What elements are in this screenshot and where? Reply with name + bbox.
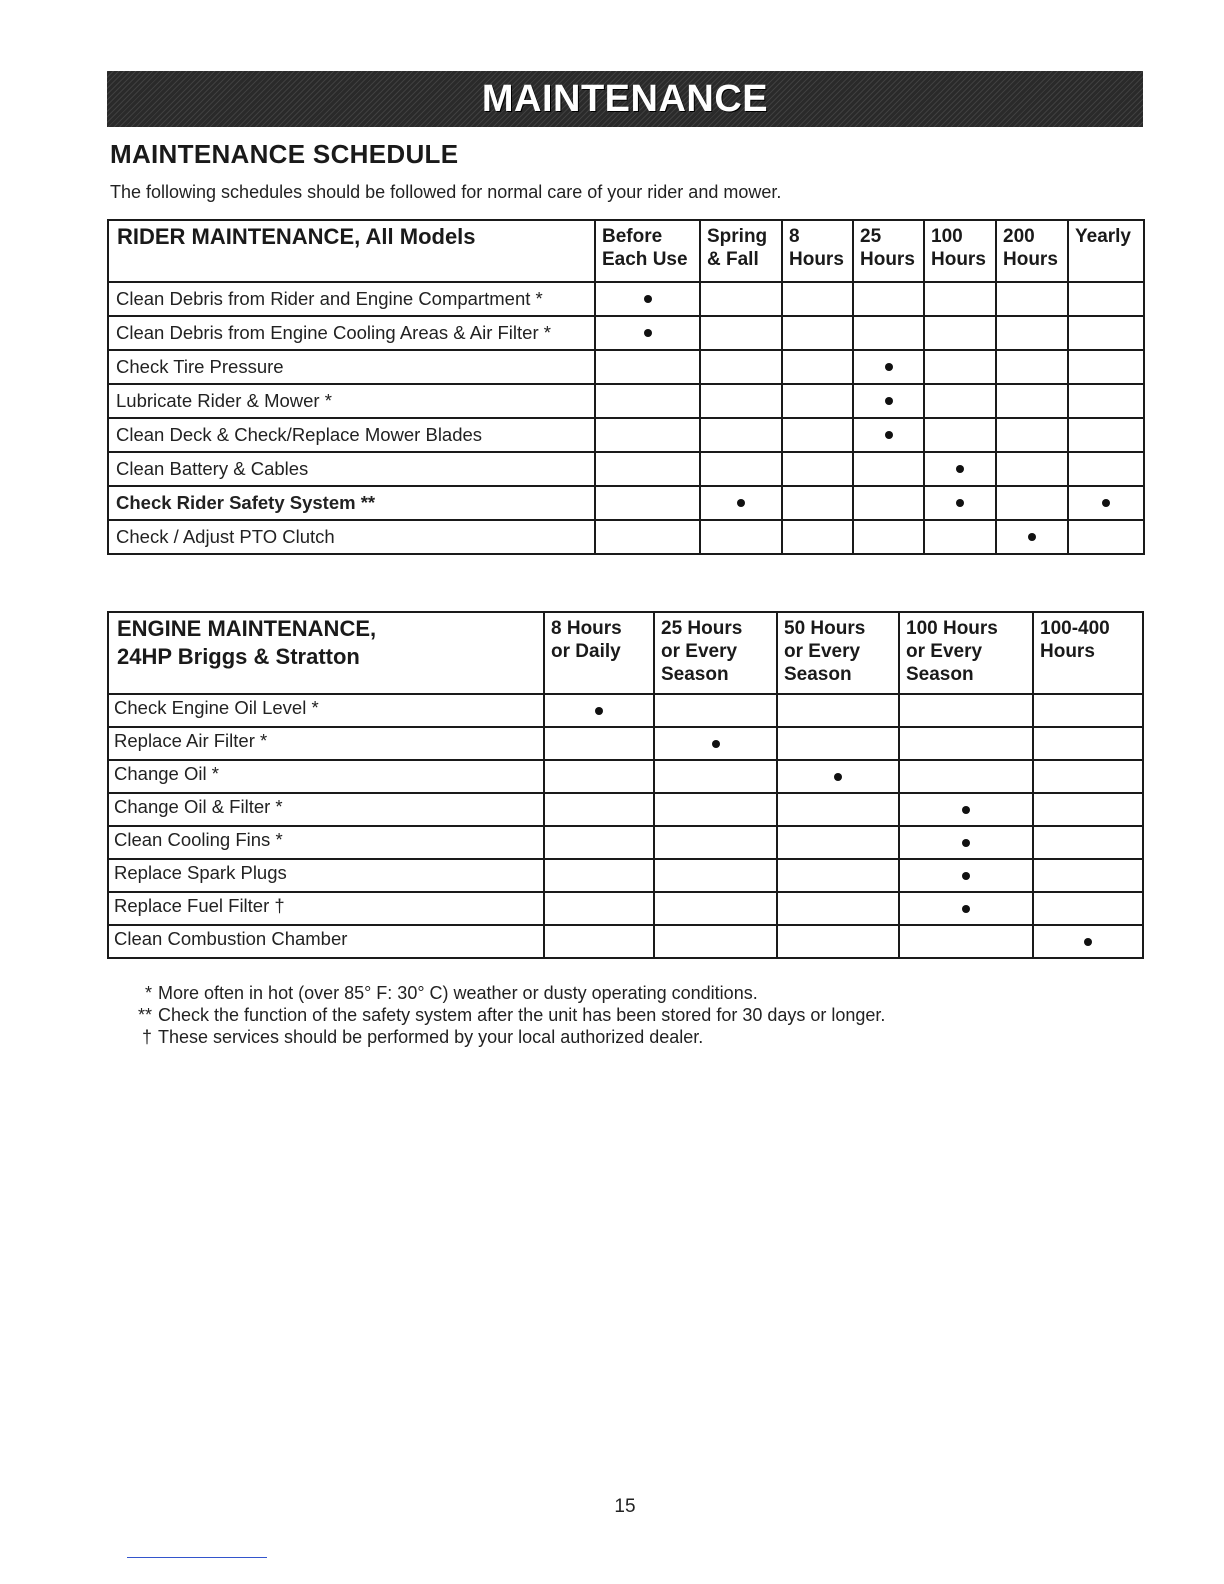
schedule-cell xyxy=(777,892,899,925)
rider-column-header xyxy=(853,220,924,282)
column-header-line1: Before xyxy=(602,226,663,247)
table-row xyxy=(108,859,1143,892)
schedule-cell xyxy=(544,727,654,760)
engine-column-header xyxy=(777,612,899,694)
schedule-cell xyxy=(853,350,924,384)
schedule-cell xyxy=(1068,282,1144,316)
schedule-cell xyxy=(1033,892,1143,925)
schedule-cell xyxy=(924,486,996,520)
schedule-cell xyxy=(996,316,1068,350)
schedule-cell xyxy=(777,793,899,826)
schedule-cell xyxy=(544,859,654,892)
schedule-cell xyxy=(777,925,899,958)
schedule-cell xyxy=(782,486,853,520)
banner-title: MAINTENANCE xyxy=(481,77,769,120)
schedule-cell xyxy=(1033,793,1143,826)
task-label: Check Rider Safety System ** xyxy=(108,486,595,520)
schedule-cell xyxy=(899,727,1033,760)
task-label: Clean Combustion Chamber xyxy=(108,925,544,958)
task-label: Check Engine Oil Level * xyxy=(108,694,544,727)
column-header-line1: 50 Hours xyxy=(784,618,866,639)
schedule-cell xyxy=(996,350,1068,384)
schedule-cell xyxy=(654,760,777,793)
schedule-dot xyxy=(1102,499,1110,507)
column-header-line2: or Every xyxy=(661,641,738,662)
schedule-cell xyxy=(700,384,782,418)
schedule-dot xyxy=(962,905,970,913)
task-label: Check Tire Pressure xyxy=(108,350,595,384)
column-header-line1: 100 xyxy=(931,226,963,247)
page-number: 15 xyxy=(614,1496,636,1517)
column-header-line2: or Daily xyxy=(551,641,621,662)
schedule-dot xyxy=(962,872,970,880)
schedule-dot xyxy=(962,839,970,847)
schedule-cell xyxy=(924,350,996,384)
schedule-cell xyxy=(700,350,782,384)
schedule-cell xyxy=(777,760,899,793)
rider-column-header xyxy=(700,220,782,282)
schedule-cell xyxy=(777,859,899,892)
table-row xyxy=(108,793,1143,826)
schedule-dot xyxy=(834,773,842,781)
column-header-line1: Spring xyxy=(707,226,768,247)
schedule-cell xyxy=(782,350,853,384)
rider-column-header xyxy=(782,220,853,282)
table-row xyxy=(108,350,1144,384)
schedule-cell xyxy=(595,316,700,350)
schedule-dot xyxy=(885,431,893,439)
schedule-cell xyxy=(1068,384,1144,418)
engine-table-header xyxy=(108,612,1143,694)
schedule-cell xyxy=(853,316,924,350)
engine-column-header xyxy=(899,612,1033,694)
schedule-cell xyxy=(544,925,654,958)
column-header-line2: Hours xyxy=(860,249,915,270)
schedule-cell xyxy=(777,694,899,727)
column-header-line3: Season xyxy=(661,664,729,685)
schedule-cell xyxy=(595,418,700,452)
task-label: Clean Debris from Engine Cooling Areas & Air Filter * xyxy=(108,316,595,350)
schedule-dot xyxy=(712,740,720,748)
footnote xyxy=(130,1026,885,1048)
schedule-cell xyxy=(1033,859,1143,892)
task-label: Change Oil * xyxy=(108,760,544,793)
schedule-dot xyxy=(1028,533,1036,541)
schedule-cell xyxy=(1068,452,1144,486)
schedule-cell xyxy=(654,694,777,727)
schedule-cell xyxy=(1068,486,1144,520)
schedule-dot xyxy=(595,707,603,715)
schedule-cell xyxy=(899,694,1033,727)
task-label: Replace Fuel Filter † xyxy=(108,892,544,925)
table-row xyxy=(108,892,1143,925)
column-header-line1: Yearly xyxy=(1075,226,1131,247)
schedule-cell xyxy=(782,282,853,316)
schedule-cell xyxy=(595,452,700,486)
schedule-cell xyxy=(700,486,782,520)
schedule-cell xyxy=(700,452,782,486)
schedule-cell xyxy=(654,826,777,859)
schedule-cell xyxy=(595,384,700,418)
schedule-cell xyxy=(654,892,777,925)
schedule-cell xyxy=(654,859,777,892)
rider-column-header xyxy=(595,220,700,282)
schedule-cell xyxy=(595,282,700,316)
table-row xyxy=(108,694,1143,727)
table-row xyxy=(108,282,1144,316)
rider-table-title: RIDER MAINTENANCE, All Models xyxy=(108,220,595,282)
column-header-line2: Hours xyxy=(1040,641,1095,662)
table-row xyxy=(108,316,1144,350)
schedule-dot xyxy=(885,397,893,405)
column-header-line1: 8 xyxy=(789,226,800,247)
rider-column-header xyxy=(924,220,996,282)
schedule-cell xyxy=(595,486,700,520)
task-label: Clean Deck & Check/Replace Mower Blades xyxy=(108,418,595,452)
schedule-dot xyxy=(644,295,652,303)
rider-table-header xyxy=(108,220,1144,282)
schedule-cell xyxy=(853,486,924,520)
schedule-cell xyxy=(853,418,924,452)
footnote-text: These services should be performed by your local authorized dealer. xyxy=(158,1027,704,1047)
schedule-cell xyxy=(700,520,782,554)
schedule-cell xyxy=(924,282,996,316)
footnotes xyxy=(130,982,885,1048)
schedule-cell xyxy=(700,316,782,350)
engine-column-header xyxy=(1033,612,1143,694)
schedule-dot xyxy=(737,499,745,507)
footnote-symbol: ** xyxy=(137,1005,152,1025)
schedule-cell xyxy=(1068,316,1144,350)
column-header-line3: Season xyxy=(784,664,852,685)
column-header-line1: 200 xyxy=(1003,226,1035,247)
column-header-line2: or Every xyxy=(906,641,983,662)
schedule-cell xyxy=(544,793,654,826)
schedule-cell xyxy=(1068,520,1144,554)
column-header-line2: or Every xyxy=(784,641,861,662)
schedule-cell xyxy=(782,418,853,452)
schedule-cell xyxy=(924,418,996,452)
page-banner xyxy=(107,71,1143,127)
schedule-cell xyxy=(899,760,1033,793)
task-label: Replace Spark Plugs xyxy=(108,859,544,892)
schedule-cell xyxy=(782,452,853,486)
footer-divider xyxy=(127,1557,267,1558)
schedule-cell xyxy=(853,282,924,316)
column-header-line1: 25 xyxy=(860,226,882,247)
rider-maintenance-table xyxy=(107,219,1145,555)
column-header-line1: 8 Hours xyxy=(551,618,622,639)
schedule-cell xyxy=(700,418,782,452)
table-row xyxy=(108,826,1143,859)
task-label: Clean Battery & Cables xyxy=(108,452,595,486)
task-label: Clean Cooling Fins * xyxy=(108,826,544,859)
task-label: Lubricate Rider & Mower * xyxy=(108,384,595,418)
schedule-cell xyxy=(996,520,1068,554)
schedule-cell xyxy=(996,418,1068,452)
schedule-dot xyxy=(956,465,964,473)
schedule-dot xyxy=(1084,938,1092,946)
table-row xyxy=(108,727,1143,760)
schedule-cell xyxy=(1033,727,1143,760)
schedule-cell xyxy=(654,727,777,760)
engine-column-header xyxy=(654,612,777,694)
schedule-cell xyxy=(544,892,654,925)
schedule-cell xyxy=(853,384,924,418)
schedule-cell xyxy=(996,384,1068,418)
schedule-cell xyxy=(899,892,1033,925)
table-row xyxy=(108,925,1143,958)
schedule-cell xyxy=(924,520,996,554)
column-header-line2: Hours xyxy=(931,249,986,270)
schedule-cell xyxy=(782,384,853,418)
table-row xyxy=(108,384,1144,418)
column-header-line1: 100 Hours xyxy=(906,618,998,639)
column-header-line2: Hours xyxy=(1003,249,1058,270)
footnote xyxy=(130,1004,885,1026)
schedule-cell xyxy=(777,727,899,760)
section-title: MAINTENANCE SCHEDULE xyxy=(110,139,459,169)
schedule-cell xyxy=(595,520,700,554)
column-header-line1: 25 Hours xyxy=(661,618,743,639)
table-row xyxy=(108,520,1144,554)
schedule-cell xyxy=(1068,418,1144,452)
schedule-cell xyxy=(595,350,700,384)
task-label: Replace Air Filter * xyxy=(108,727,544,760)
schedule-cell xyxy=(700,282,782,316)
schedule-cell xyxy=(853,520,924,554)
engine-table-title-line2: 24HP Briggs & Stratton xyxy=(117,644,360,669)
engine-column-header xyxy=(544,612,654,694)
schedule-cell xyxy=(996,282,1068,316)
footnote-text: Check the function of the safety system after the unit has been stored for 30 days or longer. xyxy=(158,1005,886,1025)
column-header-line2: Hours xyxy=(789,249,844,270)
schedule-cell xyxy=(544,760,654,793)
schedule-cell xyxy=(924,452,996,486)
footnote xyxy=(130,982,885,1004)
schedule-cell xyxy=(899,859,1033,892)
schedule-dot xyxy=(885,363,893,371)
table-row xyxy=(108,418,1144,452)
schedule-cell xyxy=(1033,760,1143,793)
engine-table-title-line1: ENGINE MAINTENANCE, xyxy=(117,616,377,641)
table-row xyxy=(108,452,1144,486)
schedule-cell xyxy=(853,452,924,486)
schedule-cell xyxy=(924,316,996,350)
schedule-cell xyxy=(1033,694,1143,727)
footnote-symbol: * xyxy=(144,983,152,1003)
task-label: Check / Adjust PTO Clutch xyxy=(108,520,595,554)
schedule-cell xyxy=(544,694,654,727)
task-label: Change Oil & Filter * xyxy=(108,793,544,826)
schedule-cell xyxy=(782,316,853,350)
footnote-text: More often in hot (over 85° F: 30° C) weather or dusty operating conditions. xyxy=(158,983,758,1003)
schedule-dot xyxy=(962,806,970,814)
engine-maintenance-table xyxy=(107,611,1144,959)
table-row xyxy=(108,760,1143,793)
column-header-line3: Season xyxy=(906,664,974,685)
engine-table-title xyxy=(108,612,544,694)
footnote-symbol: † xyxy=(141,1027,152,1047)
schedule-dot xyxy=(644,329,652,337)
schedule-cell xyxy=(899,925,1033,958)
table-row xyxy=(108,486,1144,520)
schedule-cell xyxy=(654,793,777,826)
schedule-cell xyxy=(996,452,1068,486)
column-header-line2: & Fall xyxy=(707,249,759,270)
schedule-cell xyxy=(1068,350,1144,384)
schedule-cell xyxy=(1033,925,1143,958)
rider-column-header xyxy=(1068,220,1144,282)
schedule-cell xyxy=(544,826,654,859)
schedule-cell xyxy=(899,793,1033,826)
rider-column-header xyxy=(996,220,1068,282)
column-header-line2: Each Use xyxy=(602,249,688,270)
column-header-line1: 100-400 xyxy=(1040,618,1110,639)
schedule-cell xyxy=(996,486,1068,520)
schedule-cell xyxy=(782,520,853,554)
task-label: Clean Debris from Rider and Engine Compartment * xyxy=(108,282,595,316)
intro-text: The following schedules should be followed for normal care of your rider and mower. xyxy=(110,182,782,202)
schedule-cell xyxy=(924,384,996,418)
schedule-dot xyxy=(956,499,964,507)
schedule-cell xyxy=(654,925,777,958)
schedule-cell xyxy=(777,826,899,859)
schedule-cell xyxy=(1033,826,1143,859)
schedule-cell xyxy=(899,826,1033,859)
